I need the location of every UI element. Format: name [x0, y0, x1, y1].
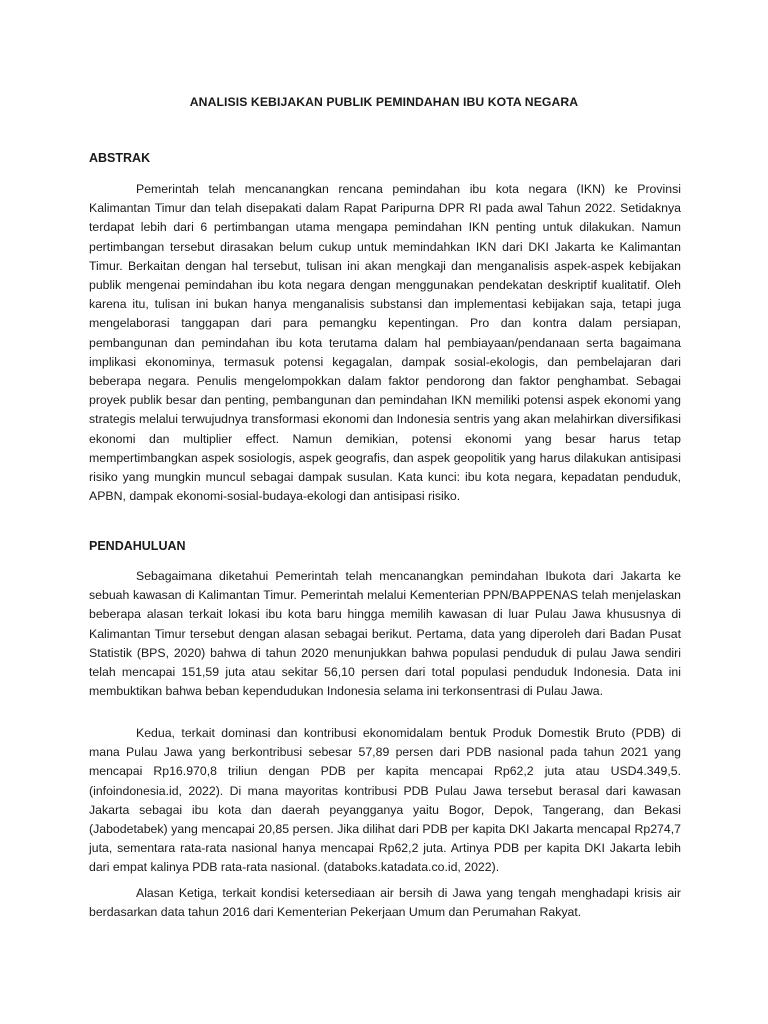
- introduction-paragraph-1: Sebagaimana diketahui Pemerintah telah mencanangkan pemindahan Ibukota dari Jakarta ke sebuah kawasan di Kalimantan Timur. Pemerintah melalui Kementerian PPN/BAPPENAS telah menjelaskan beberapa alasan terkait lokasi ibu kota baru hingga memilih kawasan di luar Pulau Jawa khususnya di Kalimantan Timur tersebut dengan alasan sebagai berikut. Pertama, data yang diperoleh dari Badan Pusat Statistik (BPS, 2020) bahwa di tahun 2020 menunjukkan bahwa populasi penduduk di pulau Jawa sendiri telah mencapai 151,59 juta atau sekitar 56,10 persen dari total populasi penduduk Indonesia. Data ini membuktikan bahwa beban kependudukan Indonesia selama ini terkonsentrasi di Pulau Jawa.: [89, 569, 681, 699]
- introduction-paragraph-3: Alasan Ketiga, terkait kondisi ketersediaan air bersih di Jawa yang tengah menghadapi krisis air berdasarkan data tahun 2016 dari Kementerian Pekerjaan Umum dan Perumahan Rakyat.: [89, 886, 681, 920]
- introduction-paragraph-2: Kedua, terkait dominasi dan kontribusi ekonomidalam bentuk Produk Domestik Bruto (PDB) di mana Pulau Jawa yang berkontribusi sebesar 57,89 persen dari PDB nasional pada tahun 2021 yang mencapai Rp16.970,8 triliun dengan PDB per kapita mencapai Rp62,2 juta atau USD4.349,5. (infoindonesia.id, 2022). Di mana mayoritas kontribusi PDB Pulau Jawa tersebut berasal dari kawasan Jakarta sebagai ibu kota dan daerah peyangganya yaitu Bogor, Depok, Tangerang, dan Bekasi (Jabodetabek) yang mencapai 20,85 persen. Jika dilihat dari PDB per kapita DKI Jakarta mencapaI Rp274,7 juta, sementara rata-rata nasional hanya mencapai Rp62,2 juta. Artinya PDB per kapita DKI Jakarta lebih dari empat kalinya PDB rata-rata nasional. (databoks.katadata.co.id, 2022).: [89, 726, 681, 875]
- introduction-heading: PENDAHULUAN: [89, 539, 186, 553]
- document-title: ANALISIS KEBIJAKAN PUBLIK PEMINDAHAN IBU KOTA NEGARA: [189, 95, 579, 109]
- abstract-paragraph: Pemerintah telah mencanangkan rencana pemindahan ibu kota negara (IKN) ke Provinsi Kalimantan Timur dan telah disepakati dalam Rapat Paripurna DPR RI pada awal Tahun 2022. Setidaknya terdapat lebih dari 6 pertimbangan utama mengapa pemindahan IKN penting untuk dilakukan. Namun pertimbangan tersebut dirasakan belum cukup untuk memindahkan IKN dari DKI Jakarta ke Kalimantan Timur. Berkaitan dengan hal tersebut, tulisan ini akan mengkaji dan menganalisis aspek-aspek kebijakan publik mengenai pemindahan ibu kota negara dengan menggunakan pendekatan deskriptif kualitatif. Oleh karena itu, tulisan ini bukan hanya menganalisis substansi dan implementasi kebijakan saja, tetapi juga mengelaborasi tanggapan dari para pemangku kepentingan. Pro dan kontra dalam persiapan, pembangunan dan pemindahan ibu kota terutama dalam hal pembiayaan/pendanaan serta bagaimana implikasi ekonominya, termasuk potensi kegagalan, dampak sosial-ekologis, dan pembelajaran dari beberapa negara. Penulis mengelompokkan dalam faktor pendorong dan faktor penghambat. Sebagai proyek publik besar dan penting, pembangunan dan pemindahan IKN memiliki potensi aspek ekonomi yang strategis melalui terwujudnya transformasi ekonomi dan Indonesia sentris yang akan melahirkan diversifikasi ekonomi dan multiplier effect. Namun demikian, potensi ekonomi yang besar harus tetap mempertimbangkan aspek sosiologis, aspek geografis, dan aspek geopolitik yang harus dilakukan antisipasi risiko yang mungkin muncul sebagai dampak susulan. Kata kunci: ibu kota negara, kepadatan penduduk, APBN, dampak ekonomi-sosial-budaya-ekologi dan antisipasi risiko.: [89, 182, 681, 504]
- abstract-heading: ABSTRAK: [89, 151, 151, 165]
